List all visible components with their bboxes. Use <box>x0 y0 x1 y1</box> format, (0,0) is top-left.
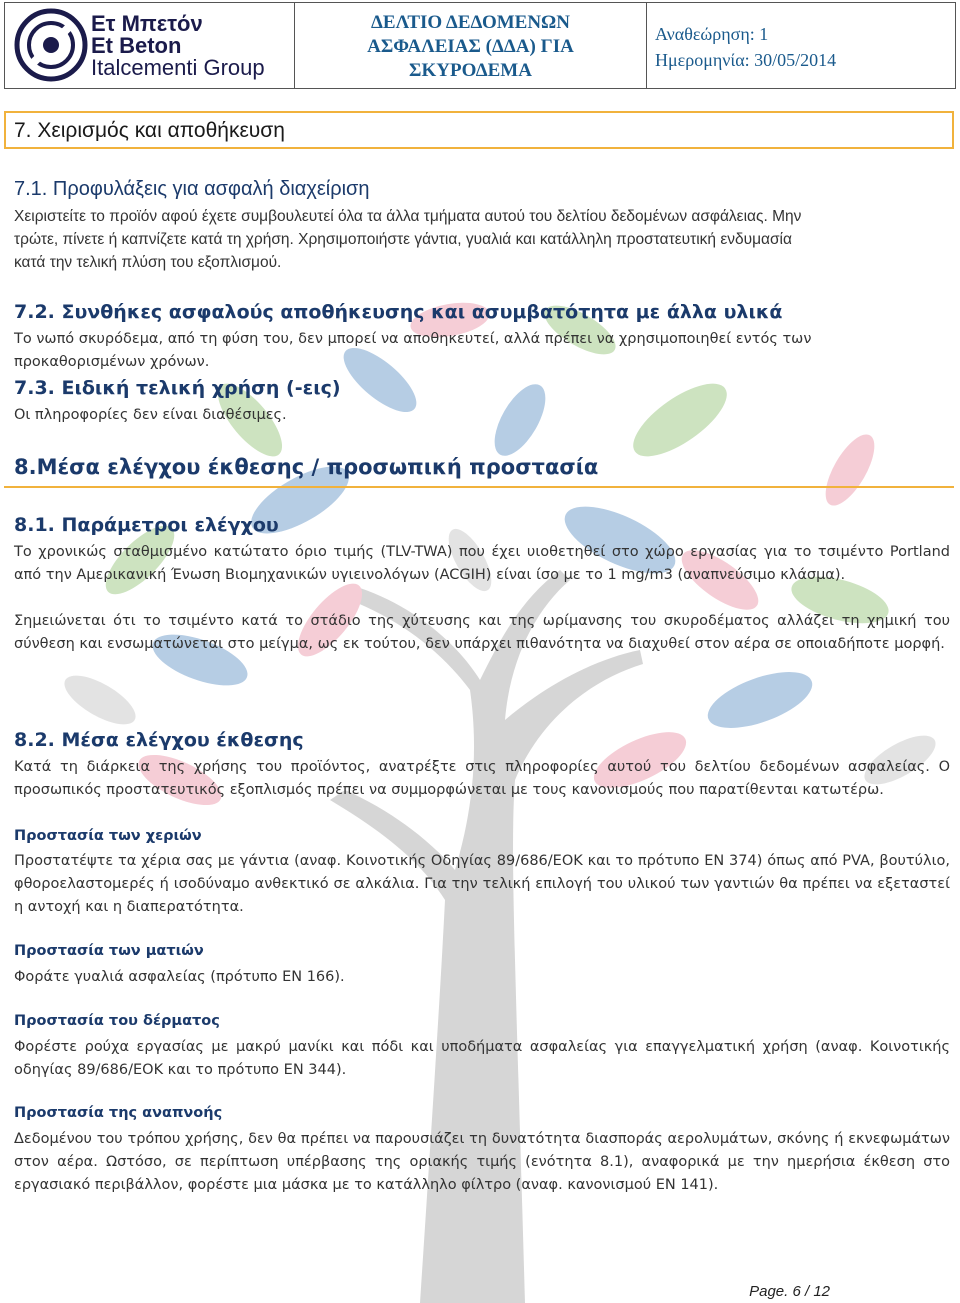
hands-protection-title: Προστασία των χεριών <box>14 828 202 844</box>
logo-line-1: Ετ Μπετόν <box>91 11 203 36</box>
hands-protection-text: Προστατέψτε τα χέρια σας με γάντια (αναφ. Κοινοτικής Οδηγίας 89/686/ΕΟΚ και το πρότυπο EN 374) όπως από PVA, βουτύλιο, φθοροελαστομερές ή ισοδύναμο ανθεκτικό σε αλκάλια. Για την τελική επιλογή του υλικού των γαντιών θα πρέπει να εξεταστεί η αντοχή και η διαπερατότητα. <box>14 853 950 915</box>
eyes-protection-title: Προστασία των ματιών <box>14 943 204 959</box>
section-7-2-title: 7.2. Συνθήκες ασφαλούς αποθήκευσης και ασυμβατότητα με άλλα υλικά <box>14 301 783 323</box>
section-7-title: 7. Χειρισμός και αποθήκευση <box>14 119 285 142</box>
logo-line-2: Et Beton <box>91 33 182 58</box>
company-logo-icon <box>11 5 91 85</box>
section-8-title: 8.Μέσα ελέγχου έκθεσης / προσωπική προστασία <box>14 455 599 479</box>
revision-info <box>647 3 955 88</box>
section-8-1-title: 8.1. Παράμετροι ελέγχου <box>14 514 279 536</box>
logo-line-3: Italcementi Group <box>91 55 265 80</box>
section-7-1-line-1: Χειριστείτε το προϊόν αφού έχετε συμβουλευτεί όλα τα άλλα τμήματα αυτού του δελτίου δεδομένων ασφάλειας. Μην <box>14 208 802 225</box>
revision-number: Αναθεώρηση: 1 <box>655 24 769 44</box>
respiratory-protection-text: Δεδομένου του τρόπου χρήσης, δεν θα πρέπει να παρουσιάζει τη δυνατότητα διασποράς αερολυμάτων, σκόνης ή εκνεφωμάτων στον αέρα. Ωστόσο, σε περίπτωση υπέρβασης της οριακής τιμής (ενότητα 8.1), αναφορικά με την ημερήσια έκθεση στο εργασιακό περιβάλλον, φορέστε μια μάσκα με το κατάλληλο φίλτρο (αναφ. κανονισμού EN 141). <box>14 1131 950 1193</box>
section-7-1-text <box>14 205 950 274</box>
section-7-2-line-1: Το νωπό σκυρόδεμα, από τη φύση του, δεν μπορεί να αποθηκευτεί, αλλά πρέπει να χρησιμοποιηθεί εντός των <box>14 331 812 347</box>
skin-protection-title: Προστασία του δέρματος <box>14 1013 220 1029</box>
section-8-1-paragraph-1: Το χρονικώς σταθμισμένο κατώτατο όριο τιμής (TLV-TWA) που έχει υιοθετηθεί στο χώρο εργασίας για το τσιμέντο Portland από την Αμερικανική Ένωση Βιομηχανικών υγιεινολόγων (ACGIH) είναι ίσο με το 1 mg/m3 (αναπνεύσιμο κλάσμα). <box>14 544 950 583</box>
title-line-1: ΔΕΛΤΙΟ ΔΕΔΟΜΕΝΩΝ <box>371 12 570 33</box>
section-7-3-text: Οι πληροφορίες δεν είναι διαθέσιμες. <box>14 407 287 423</box>
document-header <box>4 2 956 89</box>
logo-cell <box>5 3 295 88</box>
revision-date: Ημερομηνία: 30/05/2014 <box>655 50 837 70</box>
section-7-1-line-3: κατά την τελική πλύση του εξοπλισμού. <box>14 254 282 271</box>
section-7-1-line-2: τρώτε, πίνετε ή καπνίζετε κατά τη χρήση. Χρησιμοποιήστε γάντια, γυαλιά και κατάλληλη προστατευτική ενδυμασία <box>14 231 792 248</box>
section-7-heading <box>4 111 954 149</box>
logo-text <box>91 13 265 79</box>
section-7-3-title: 7.3. Ειδική τελική χρήση (-εις) <box>14 377 341 399</box>
section-8-2-title: 8.2. Μέσα ελέγχου έκθεσης <box>14 729 304 751</box>
section-7-1-title: 7.1. Προφυλάξεις για ασφαλή διαχείριση <box>14 178 370 200</box>
page-value: 6 / 12 <box>792 1283 830 1300</box>
title-line-3: ΣΚΥΡΟΔΕΜΑ <box>409 60 532 81</box>
page-number <box>749 1283 830 1300</box>
section-8-2-paragraph: Κατά τη διάρκεια της χρήσης του προϊόντος, ανατρέξτε στις πληροφορίες αυτού του δελτίου δεδομένων ασφαλείας. Ο προσωπικός προστατευτικός εξοπλισμός πρέπει να συμμορφώνεται με τους κανονισμούς που παρατίθενται κατωτέρω. <box>14 759 950 798</box>
section-7-2-text <box>14 328 950 374</box>
title-line-2: ΑΣΦΑΛΕΙΑΣ (ΔΔΑ) ΓΙΑ <box>367 36 574 57</box>
section-8-heading <box>4 450 954 488</box>
document-title <box>295 3 647 88</box>
eyes-protection-text: Φοράτε γυαλιά ασφαλείας (πρότυπο EN 166). <box>14 969 345 985</box>
page-label: Page. <box>749 1283 789 1300</box>
respiratory-protection-title: Προστασία της αναπνοής <box>14 1105 223 1121</box>
section-8-1-paragraph-2: Σημειώνεται ότι το τσιμέντο κατά το στάδιο της χύτευσης και της ωρίμανσης του σκυροδέματος αλλάζει τη χημική του σύνθεση και ενσωματώνεται στο μείγμα, ως εκ τούτου, δεν υπάρχει πιθανότητα να διαχυθεί στον αέρα σε οποιαδήποτε μορφή. <box>14 613 950 652</box>
skin-protection-text: Φορέστε ρούχα εργασίας με μακρύ μανίκι και πόδι και υποδήματα ασφαλείας για επαγγελματική χρήση (αναφ. Κοινοτικής οδηγίας 89/686/ΕΟΚ και το πρότυπο EN 344). <box>14 1039 950 1078</box>
section-7-2-line-2: προκαθορισμένων χρόνων. <box>14 354 210 370</box>
